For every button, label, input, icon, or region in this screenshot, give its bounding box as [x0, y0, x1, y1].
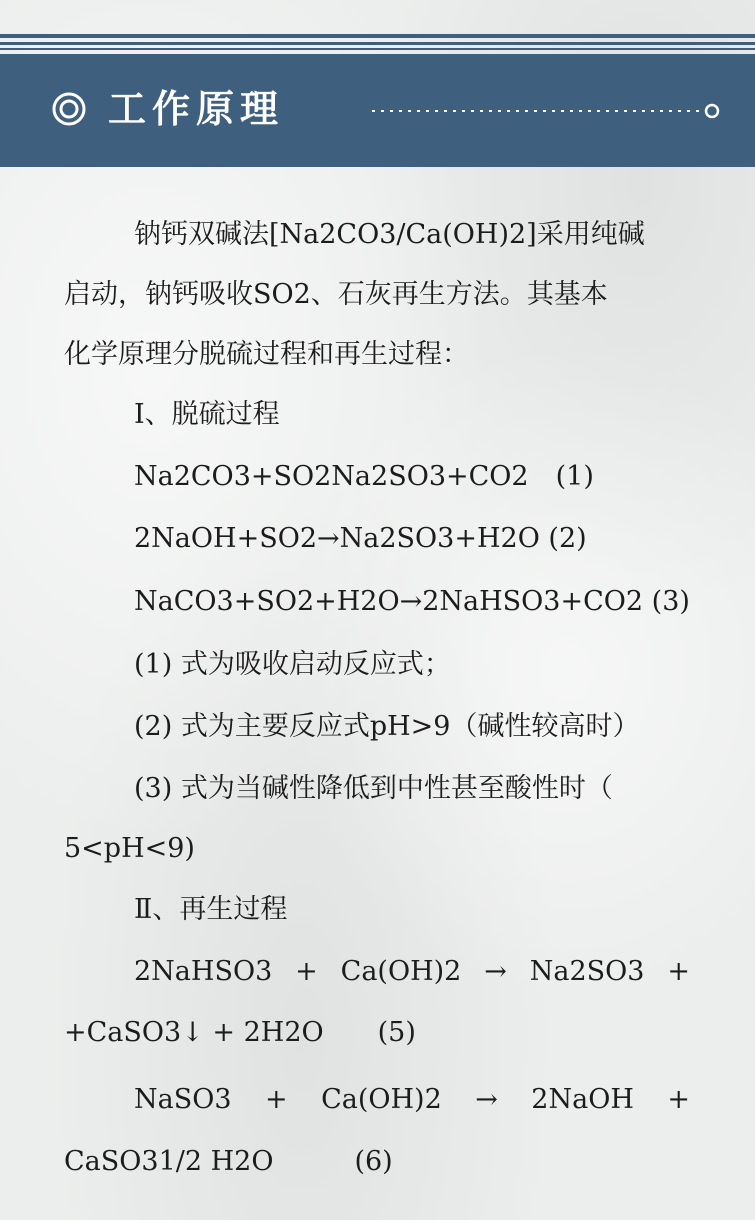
- equation-5-term: →: [484, 956, 507, 987]
- equation-1: Na2CO3+SO2Na2SO3+CO2 (1): [134, 461, 594, 492]
- intro-line-1: 钠钙双碱法[Na2CO3/Ca(OH)2]采用纯碱: [134, 219, 645, 250]
- note-3-line-1: (3) 式为当碱性降低到中性甚至酸性时（: [134, 773, 613, 804]
- equation-6-line-1: [134, 1083, 690, 1117]
- intro-line-3: 化学原理分脱硫过程和再生过程：: [64, 339, 469, 370]
- equation-3: NaCO3+SO2+H2O→2NaHSO3+CO2 (3): [134, 586, 690, 617]
- equation-6-line-2: CaSO31/2 H2O (6): [64, 1146, 393, 1177]
- equation-2: 2NaOH+SO2→Na2SO3+H2O (2): [134, 523, 587, 554]
- equation-6-term: NaSO3: [134, 1084, 232, 1115]
- intro-line-2: 启动，钠钙吸收SO2、石灰再生方法。其基本: [64, 279, 608, 310]
- equation-5-term: +: [295, 956, 318, 987]
- section-heading-regeneration: Ⅱ、再生过程: [134, 894, 288, 925]
- equation-6-term: +: [265, 1084, 288, 1115]
- equation-5-term: 2NaHSO3: [134, 956, 273, 987]
- equation-5-term: Na2SO3: [529, 956, 645, 987]
- equation-5-line-1: [134, 955, 690, 989]
- equation-6-term: +: [667, 1084, 690, 1115]
- equation-5-line-2: +CaSO3↓ + 2H2O (5): [64, 1017, 416, 1048]
- note-2: (2) 式为主要反应式pH>9（碱性较高时）: [134, 711, 640, 742]
- equation-5-term: Ca(OH)2: [340, 956, 462, 987]
- equation-6-term: →: [475, 1084, 498, 1115]
- section-title: 工作原理: [108, 87, 285, 131]
- equation-6-term: Ca(OH)2: [321, 1084, 442, 1115]
- section-heading-desulfurization: Ⅰ、脱硫过程: [134, 399, 280, 430]
- equation-5-term: +: [667, 956, 690, 987]
- note-3-line-2: 5<pH<9): [64, 833, 195, 864]
- equation-6-term: 2NaOH: [531, 1084, 634, 1115]
- note-1: (1) 式为吸收启动反应式；: [134, 649, 451, 680]
